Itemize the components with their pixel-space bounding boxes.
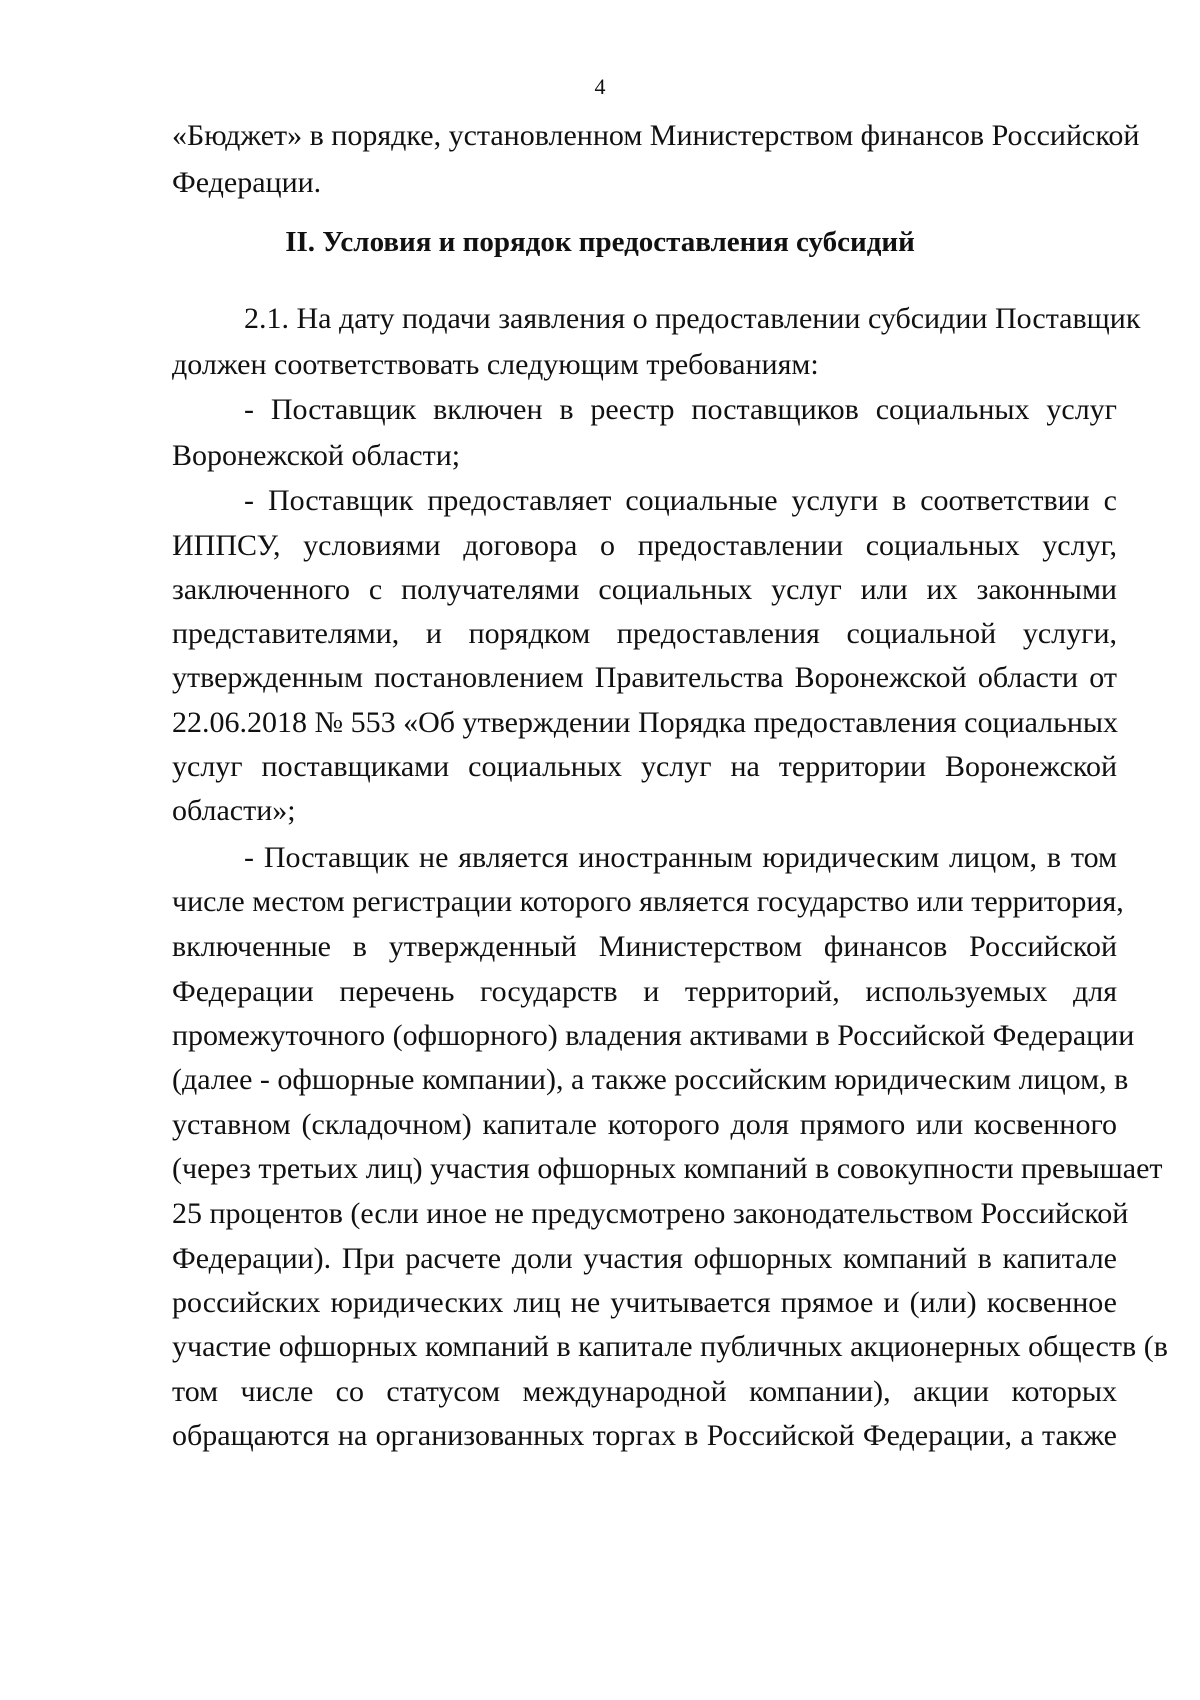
list-item-line: российских юридических лиц не учитывается прямое и (или) косвенное xyxy=(172,1286,1117,1319)
list-item-line: (далее - офшорные компании), а также российским юридическим лицом, в xyxy=(172,1063,1129,1096)
list-item-line: ИППСУ, условиями договора о предоставлении социальных услуг, xyxy=(172,529,1117,562)
list-item-line: Воронежской области; xyxy=(172,439,461,472)
list-item-line: области»; xyxy=(172,794,296,827)
list-item-line: - Поставщик не является иностранным юридическим лицом, в том xyxy=(244,841,1117,874)
list-item-line: услуг поставщиками социальных услуг на территории Воронежской xyxy=(172,750,1117,783)
list-item-line: заключенного с получателями социальных услуг или их законными xyxy=(172,573,1117,606)
list-item-line: утвержденным постановлением Правительства Воронежской области от xyxy=(172,661,1117,694)
list-item-line: включенные в утвержденный Министерством финансов Российской xyxy=(172,930,1117,963)
list-item-line: представителями, и порядком предоставления социальной услуги, xyxy=(172,617,1117,650)
list-item-line: уставном (складочном) капитале которого доля прямого или косвенного xyxy=(172,1108,1117,1141)
list-item-line: обращаются на организованных торгах в Российской Федерации, а также xyxy=(172,1419,1117,1452)
list-item-line: числе местом регистрации которого является государство или территория, xyxy=(172,885,1124,918)
section-heading: II. Условия и порядок предоставления субсидий xyxy=(285,226,915,258)
list-item-line: том числе со статусом международной компании), акции которых xyxy=(172,1375,1117,1408)
body-line: Федерации. xyxy=(172,166,322,199)
list-item-line: 25 процентов (если иное не предусмотрено законодательством Российской xyxy=(172,1197,1129,1230)
list-item-line: Федерации перечень государств и территорий, используемых для xyxy=(172,975,1117,1008)
list-item-line: - Поставщик включен в реестр поставщиков социальных услуг xyxy=(244,393,1117,426)
list-item-line: промежуточного (офшорного) владения активами в Российской Федерации xyxy=(172,1019,1135,1052)
body-line: «Бюджет» в порядке, установленном Министерством финансов Российской xyxy=(172,119,1140,152)
list-item-line: 22.06.2018 № 553 «Об утверждении Порядка предоставления социальных xyxy=(172,706,1119,739)
clause-line: 2.1. На дату подачи заявления о предоставлении субсидии Поставщик xyxy=(244,302,1141,335)
clause-line: должен соответствовать следующим требованиям: xyxy=(172,348,819,381)
list-item-line: - Поставщик предоставляет социальные услуги в соответствии с xyxy=(244,484,1117,517)
page-number: 4 xyxy=(594,74,606,99)
list-item-line: Федерации). При расчете доли участия офшорных компаний в капитале xyxy=(172,1242,1117,1275)
list-item-line: участие офшорных компаний в капитале публичных акционерных обществ (в xyxy=(172,1330,1168,1363)
list-item-line: (через третьих лиц) участия офшорных компаний в совокупности превышает xyxy=(172,1152,1163,1185)
